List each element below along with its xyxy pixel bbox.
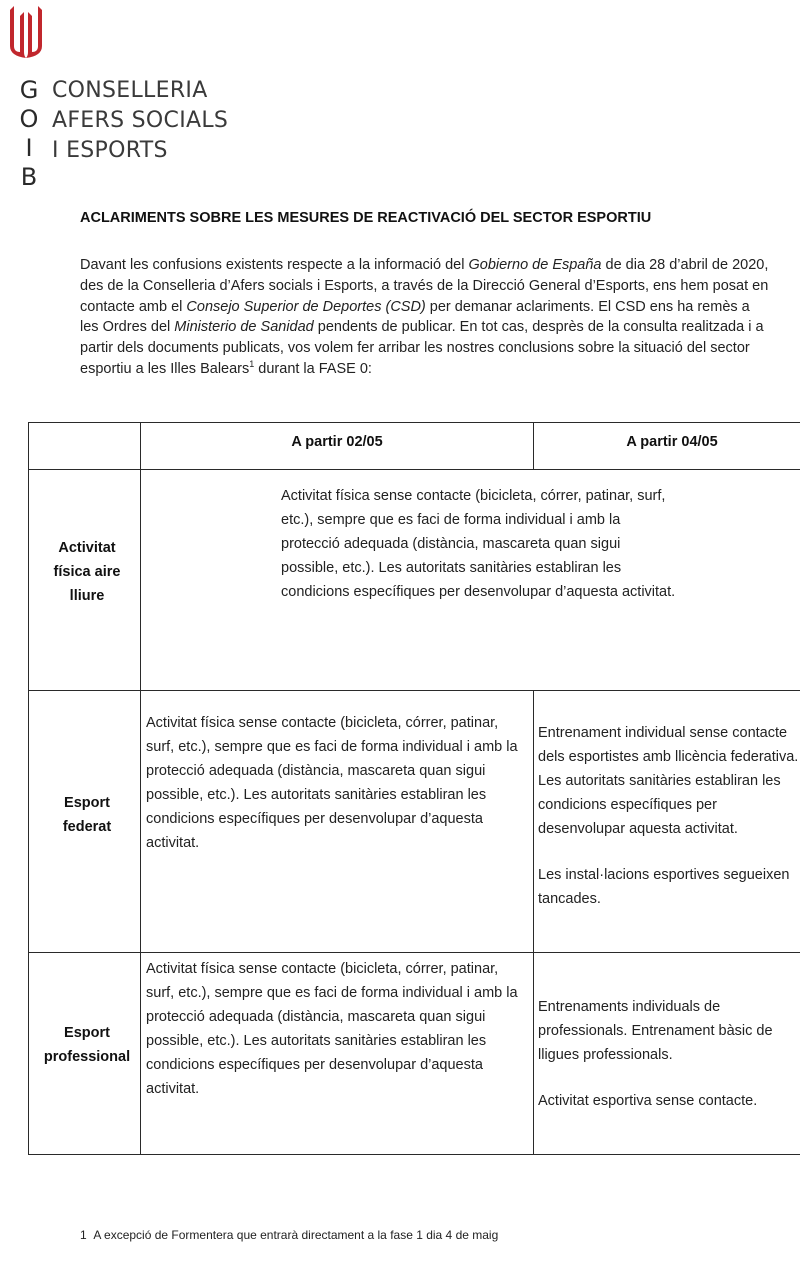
intro-text: durant la FASE 0:: [254, 360, 372, 377]
row-header: Esport professional: [43, 1025, 131, 1065]
row-header: Esport federat: [62, 795, 112, 835]
intro-text: pendents de publicar. En tot cas, desprès de la consulta realitzada i a partir dels documents publicats, vos volem fer arribar les nostres conclusions sobre la situació del sector esportiu a les Illes Balears: [80, 319, 764, 377]
footnote-text: A excepció de Formentera que entrarà directament a la fase 1 dia 4 de maig: [93, 1228, 499, 1242]
department-line: I ESPORTS: [52, 138, 168, 163]
intro-text: Davant les confusions existents respecte a la informació del: [80, 257, 469, 273]
department-line: CONSELLERIA: [52, 78, 208, 103]
table-cell: Activitat física sense contacte (bicicleta, córrer, patinar, surf, etc.), sempre que es faci de forma individual i amb la protecció adequada (distància, mascareta quan sigui possible, etc.). Les autoritats sanitàries establiran les condicions específiques per desenvolupar d’aquesta activitat.: [146, 715, 518, 851]
department-line: AFERS SOCIALS: [52, 108, 229, 133]
goib-wordmark: [14, 76, 44, 192]
intro-italic: Gobierno de España: [468, 257, 602, 273]
column-header: A partir 04/05: [626, 434, 718, 450]
table-border: [28, 422, 29, 1155]
measures-table: [28, 422, 800, 1155]
table-border: [28, 469, 800, 470]
goib-letter: B: [20, 163, 38, 191]
row-header: Activitat física aire lliure: [53, 540, 121, 604]
table-border: [28, 422, 800, 423]
goib-letter: I: [25, 134, 33, 162]
table-cell: [538, 995, 800, 1113]
column-header: A partir 02/05: [291, 434, 383, 450]
cell-paragraph: Entrenaments individuals de professionals. Entrenament bàsic de lligues professionals.: [538, 999, 773, 1063]
goib-letter: O: [19, 105, 39, 133]
cell-paragraph: Les instal·lacions esportives segueixen tancades.: [538, 867, 790, 907]
table-border: [28, 690, 800, 691]
intro-text: per demanar aclariments. El CSD ens ha remès a les Ordres del: [80, 298, 750, 336]
table-border: [28, 1154, 800, 1155]
table-border: [533, 690, 534, 1155]
table-cell-merged: Activitat física sense contacte (bicicleta, córrer, patinar, surf, etc.), sempre que es faci de forma individual i amb la protecció adequada (distància, mascareta quan sigui possible, etc.). Les autoritats sanitàries establiran les condicions específiques per desenvolupar d’aquesta activitat.: [281, 488, 676, 600]
intro-text: de dia 28 d’abril de 2020, des de la Conselleria d’Afers socials i Esports, a través de la Direcció General d’Esports, ens hem posat en contacte amb el: [80, 257, 769, 315]
table-cell: [538, 721, 800, 911]
table-border: [28, 952, 800, 953]
footnote-number: 1: [80, 1228, 87, 1242]
table-border: [140, 422, 141, 1155]
intro-paragraph: [80, 255, 770, 380]
cell-paragraph: Activitat esportiva sense contacte.: [538, 1093, 758, 1109]
intro-italic: Consejo Superior de Deportes (CSD): [186, 298, 426, 315]
goib-letter: G: [19, 76, 39, 104]
department-name: [52, 76, 228, 166]
govern-balears-logo-icon: [8, 6, 44, 58]
footnote: [80, 1228, 498, 1242]
table-cell: Activitat física sense contacte (bicicleta, córrer, patinar, surf, etc.), sempre que es faci de forma individual i amb la protecció adequada (distància, mascareta quan sigui possible, etc.). Les autoritats sanitàries establiran les condicions específiques per desenvolupar d’aquesta activitat.: [146, 961, 518, 1097]
intro-italic: Ministerio de Sanidad: [174, 319, 314, 336]
document-title: ACLARIMENTS SOBRE LES MESURES DE REACTIVACIÓ DEL SECTOR ESPORTIU: [80, 210, 652, 226]
footnote-reference: 1: [249, 359, 255, 370]
cell-paragraph: Entrenament individual sense contacte dels esportistes amb llicència federativa. Les autoritats sanitàries establiran les condicions específiques per desenvolupar aquesta activitat.: [538, 725, 799, 837]
